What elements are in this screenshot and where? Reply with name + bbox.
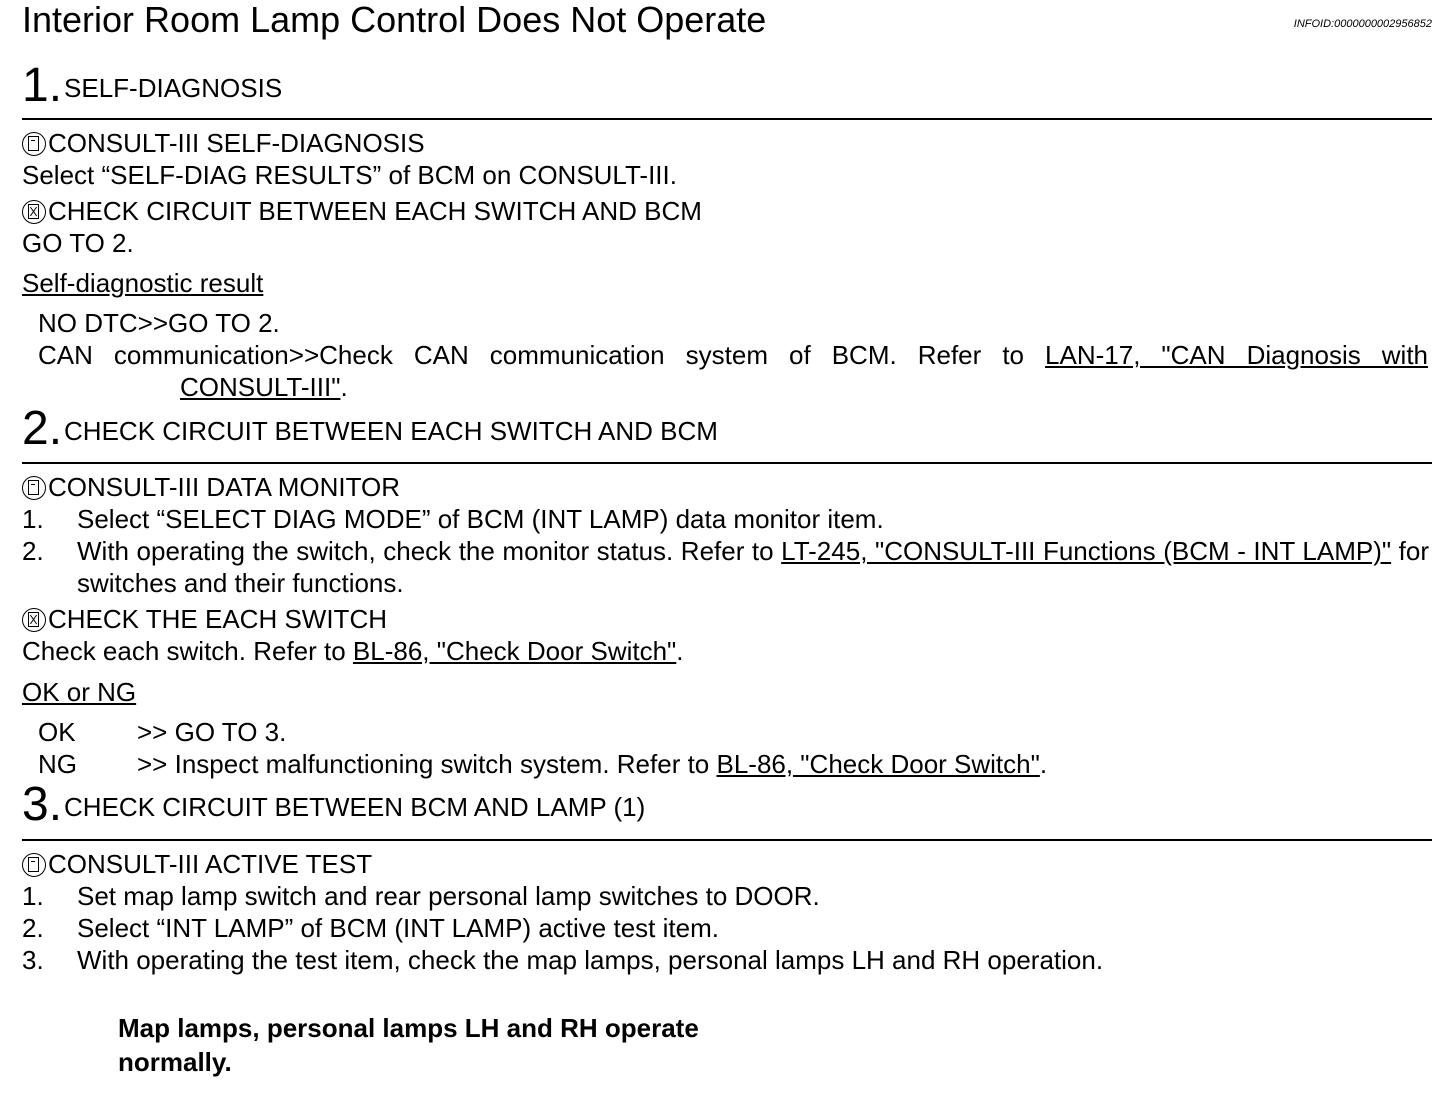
result-ok-label: OK <box>38 717 76 747</box>
result-ng-label: NG <box>38 749 77 779</box>
link-bl-86[interactable]: BL-86, "Check Door Switch" <box>716 749 1040 779</box>
consult-active-test <box>22 848 372 880</box>
step-title: CHECK CIRCUIT BETWEEN BCM AND LAMP (1) <box>64 792 646 822</box>
consult-data-monitor <box>22 471 400 503</box>
step-3-heading <box>22 778 646 831</box>
result-ng-text: >> Inspect malfunctioning switch system. Refer to BL-86, "Check Door Switch". <box>137 749 1048 779</box>
consult-label: CONSULT-III ACTIVE TEST <box>48 849 373 879</box>
list-item: Select “SELECT DIAG MODE” of BCM (INT LAMP) data monitor item. <box>77 504 884 534</box>
consult-tool-icon <box>22 132 46 156</box>
expected-result-line-2: normally. <box>118 1047 232 1077</box>
link-lan-17-cont[interactable]: CONSULT-III" <box>180 372 341 402</box>
list-item: Select “INT LAMP” of BCM (INT LAMP) active test item. <box>77 913 719 943</box>
list-number: 2. <box>22 913 44 943</box>
page-title: Interior Room Lamp Control Does Not Operate <box>22 0 767 40</box>
step-number: 1. <box>22 59 63 112</box>
without-consult <box>22 603 387 635</box>
without-consult-icon <box>22 608 46 632</box>
without-consult-label: CHECK THE EACH SWITCH <box>48 604 387 634</box>
divider <box>22 118 1432 120</box>
step-1-heading <box>22 59 283 112</box>
result-no-dtc: NO DTC>>GO TO 2. <box>38 308 280 338</box>
consult-tool-icon <box>22 476 46 500</box>
consult-label: CONSULT-III DATA MONITOR <box>48 472 400 502</box>
link-lan-17[interactable]: LAN-17, "CAN Diagnosis with <box>1045 340 1428 370</box>
consult-label: CONSULT-III SELF-DIAGNOSIS <box>48 128 425 158</box>
without-consult-label: CHECK CIRCUIT BETWEEN EACH SWITCH AND BCM <box>48 196 702 226</box>
without-consult-instruction: GO TO 2. <box>22 228 134 258</box>
result-text: CAN communication>>Check CAN communication system of BCM. Refer to <box>38 340 1046 370</box>
step-number: 2. <box>22 402 63 455</box>
divider <box>22 462 1432 464</box>
without-consult-instruction: Check each switch. Refer to BL-86, "Check Door Switch". <box>22 636 684 666</box>
result-ok-text: >> GO TO 3. <box>137 717 287 747</box>
list-item: With operating the switch, check the monitor status. Refer to LT-245, "CONSULT-III Functions (BCM - INT LAMP)" for switches and their functions. <box>77 536 1429 598</box>
result-can-communication <box>38 339 1428 371</box>
step-title: CHECK CIRCUIT BETWEEN EACH SWITCH AND BCM <box>64 416 718 446</box>
info-id: INFOID:0000000002956852 <box>1293 18 1432 30</box>
list-number: 1. <box>22 504 44 534</box>
step-2-heading <box>22 402 718 455</box>
consult-tool-icon <box>22 853 46 877</box>
result-can-communication-cont: CONSULT-III". <box>180 372 348 402</box>
link-bl-86[interactable]: BL-86, "Check Door Switch" <box>352 636 677 666</box>
list-item: Set map lamp switch and rear personal lamp switches to DOOR. <box>77 881 820 911</box>
list-number: 3. <box>22 945 44 975</box>
consult-instruction: Select “SELF-DIAG RESULTS” of BCM on CONSULT-III. <box>22 160 677 190</box>
without-consult <box>22 195 702 227</box>
list-item: With operating the test item, check the map lamps, personal lamps LH and RH operation. <box>77 945 1104 975</box>
divider <box>22 839 1432 841</box>
expected-result-line-1: Map lamps, personal lamps LH and RH operate <box>118 1013 699 1043</box>
result-heading: OK or NG <box>22 677 137 707</box>
link-lt-245[interactable]: LT-245, "CONSULT-III Functions (BCM - INT LAMP)" <box>781 536 1392 566</box>
step-number: 3. <box>22 778 63 831</box>
result-heading: Self-diagnostic result <box>22 268 264 298</box>
list-number: 2. <box>22 536 44 566</box>
step-title: SELF-DIAGNOSIS <box>64 73 283 103</box>
without-consult-icon <box>22 200 46 224</box>
list-number: 1. <box>22 881 44 911</box>
consult-self-diagnosis <box>22 127 425 159</box>
